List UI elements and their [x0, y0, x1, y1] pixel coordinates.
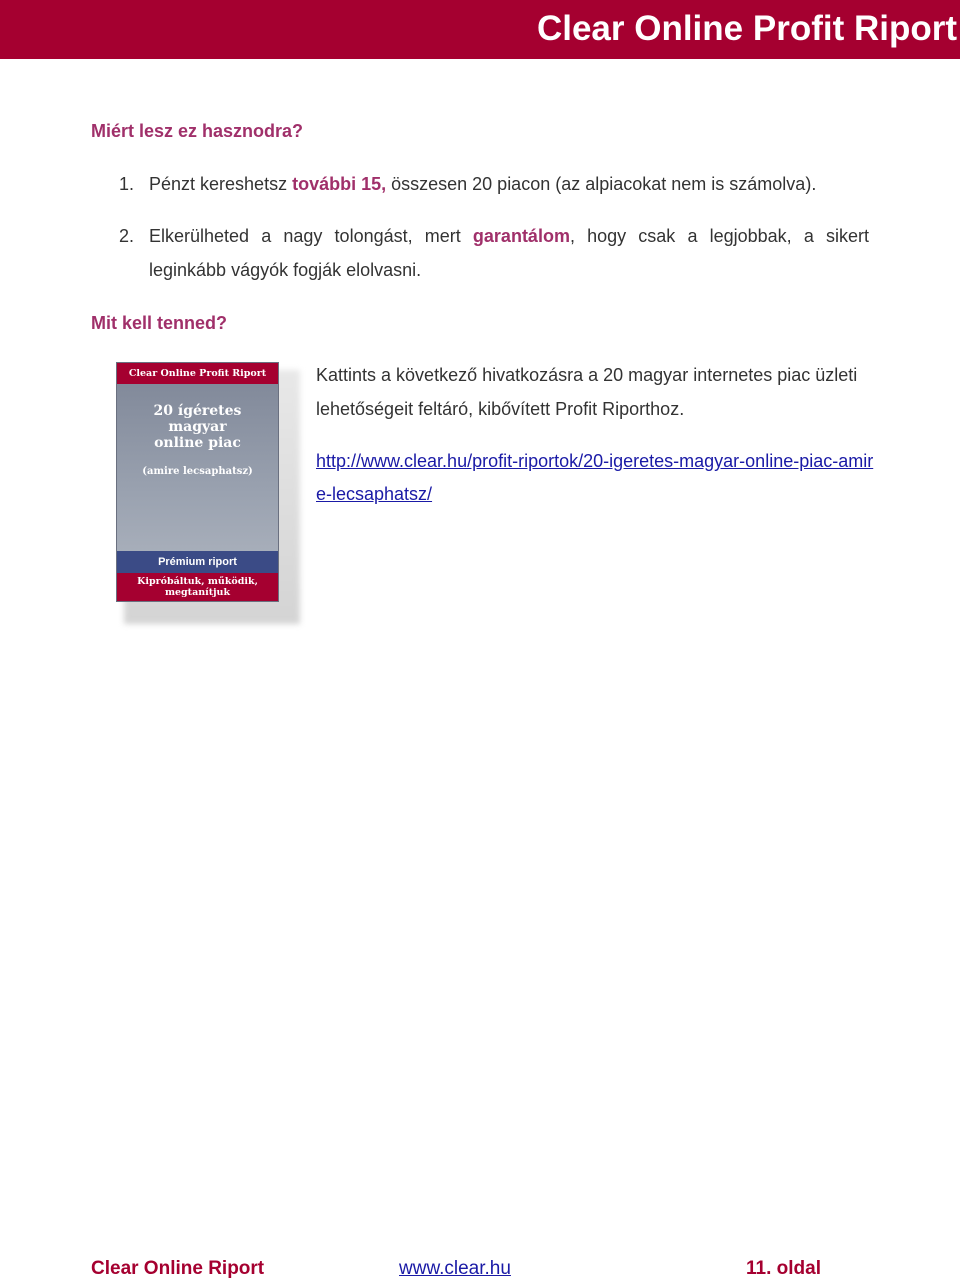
- cover-bottom-line: Kipróbáltuk, működik,: [137, 576, 258, 587]
- list-text-part: Elkerülheted a nagy tolongást, mert: [149, 226, 473, 246]
- section-heading-why: Miért lesz ez hasznodra?: [91, 121, 304, 141]
- section-heading-what-to-do: Mit kell tenned?: [91, 313, 228, 333]
- list-highlight: további 15,: [292, 174, 387, 194]
- footer-brand: Clear Online Riport: [91, 1258, 265, 1279]
- header-bar: [0, 0, 960, 59]
- footer-page-number: 11. oldal: [746, 1258, 821, 1279]
- instruction-text: Kattints a következő hivatkozásra a 20 magyar internetes piac üzleti lehetőségeit feltáró, kibővített Profit Riporthoz.: [316, 365, 858, 419]
- list-item-text: [149, 219, 869, 287]
- cover-title-line: online piac: [154, 435, 241, 451]
- book-cover: [116, 362, 279, 602]
- report-link[interactable]: http://www.clear.hu/profit-riportok/20-igeretes-magyar-online-piac-amire-lecsaphatsz/: [316, 451, 874, 504]
- cover-band: Prémium riport: [117, 551, 278, 573]
- list-text-part: Pénzt kereshetsz: [149, 174, 293, 194]
- cover-bottom-line: megtanítjuk: [164, 587, 231, 598]
- cover-top-label: Clear Online Profit Riport: [117, 363, 278, 384]
- cover-title-line: magyar: [168, 419, 227, 435]
- cover-title-line: 20 ígéretes: [153, 403, 242, 419]
- cover-subtitle: (amire lecsaphatsz): [142, 466, 253, 477]
- cover-title: [117, 403, 278, 451]
- list-item-text: [149, 167, 869, 201]
- list-highlight: garantálom: [472, 226, 570, 246]
- cover-bottom: [117, 573, 278, 601]
- header-title: Clear Online Profit Riport: [536, 9, 957, 48]
- list-number: 1.: [119, 174, 135, 194]
- footer-website-link[interactable]: www.clear.hu: [399, 1258, 511, 1279]
- list-text-part: , hogy csak a legjobbak, a sikert leginkább vágyók fogják elolvasni.: [149, 226, 869, 280]
- list-text-part: összesen 20 piacon (az alpiacokat nem is számolva).: [386, 174, 817, 194]
- list-number: 2.: [119, 226, 135, 246]
- book-cover-image: [116, 362, 300, 624]
